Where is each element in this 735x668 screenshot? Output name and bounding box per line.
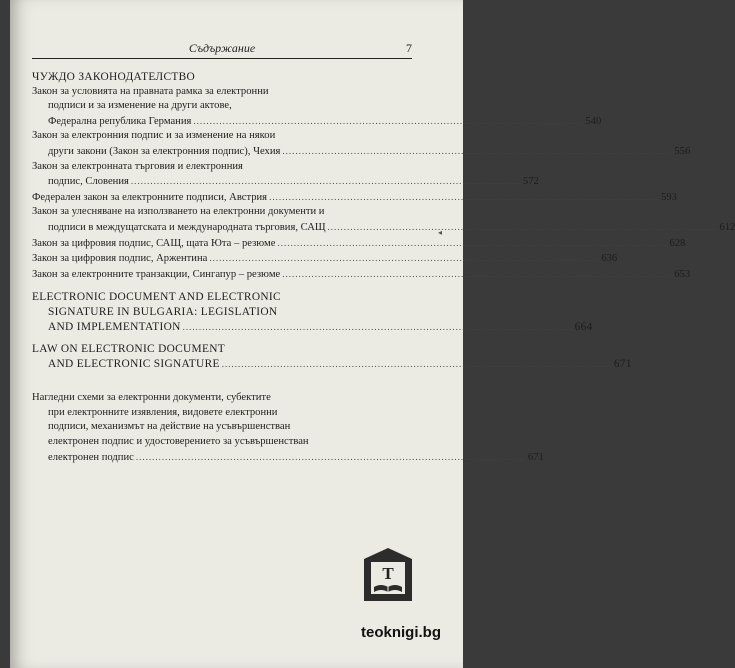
toc-entry-page: 636: [601, 253, 618, 265]
toc-entry-title-line: при електронните изявления, видовете електронни: [48, 406, 278, 418]
toc-entry-line: [32, 174, 539, 190]
toc-entry-title-line: AND IMPLEMENTATION: [48, 320, 181, 333]
toc-entry-title-line: подписи, механизмът на действие на усъвършенстван: [48, 421, 291, 433]
toc-entry-page: 556: [674, 145, 691, 157]
toc-entry-page: 671: [613, 357, 632, 370]
toc-entry-title-line: Закон за цифровия подпис, Аржентина: [32, 253, 208, 265]
toc-entry-title-line: подпис, Словения: [48, 176, 129, 188]
toc-heading: [32, 70, 412, 85]
toc-entry-page: 540: [585, 115, 602, 127]
dot-leader: [136, 452, 526, 462]
watermark-site-name: teoknigi.bg: [361, 624, 441, 641]
toc-entry: [32, 205, 735, 235]
toc-entry: [32, 236, 686, 252]
toc-entry-title-line: подписи в междущатската и международната търговия, САЩ: [48, 221, 326, 233]
toc-entry-title-line: Закон за електронните транзакции, Сингапур – резюме: [32, 268, 281, 280]
dot-leader: [183, 322, 573, 332]
toc-entry-page: 593: [661, 191, 677, 203]
toc-entry-title-line: ЧУЖДО ЗАКОНОДАТЕЛСТВО: [32, 71, 196, 83]
toc-entry-title-line: Закон за улесняване на използването на електронни документи и: [32, 206, 325, 218]
toc-entry-title-line: електронен подпис: [48, 451, 134, 463]
toc-section: [32, 342, 632, 371]
toc-entry: [32, 267, 691, 283]
toc-entry-title-line: Закон за цифровия подпис, САЩ, щата Юта – резюме: [32, 237, 276, 249]
toc-entry-page: 628: [669, 237, 686, 249]
dot-leader: [282, 269, 672, 279]
toc-entry-title-line: Нагледни схеми за електронни документи, субектите: [32, 392, 271, 404]
toc-entry-line: [32, 357, 632, 372]
toc-entry-line: [32, 190, 677, 206]
toc-entry-line: [32, 251, 618, 267]
toc-entry: [32, 85, 602, 130]
toc-entry-title-line: Федерален закон за електронните подписи, Австрия: [32, 191, 268, 203]
toc-entry-title-line: LAW ON ELECTRONIC DOCUMENT: [32, 343, 226, 356]
toc-entry-line: [32, 236, 686, 252]
toc-entry-title-line: други закони (Закон за електронния подпис), Чехия: [48, 145, 281, 157]
toc-entry-page: 653: [674, 268, 691, 280]
toc-entry-title-line: Федерална република Германия: [48, 115, 192, 127]
toc-entry-title-line: електронен подпис и удостоверението за усъвършенстван: [48, 436, 309, 448]
toc-entry: [32, 391, 544, 465]
dot-leader: [277, 238, 667, 248]
running-header: [32, 40, 412, 59]
toc-section: [32, 290, 593, 334]
dot-leader: [328, 222, 718, 232]
toc-entry-page: 572: [522, 176, 539, 188]
toc-entry-page: 612: [719, 221, 735, 233]
dot-leader: [269, 192, 659, 202]
toc-entry-line: [32, 320, 593, 335]
toc-entry-title-line: ELECTRONIC DOCUMENT AND ELECTRONIC: [32, 291, 281, 304]
toc-entry-page: 671: [527, 451, 544, 463]
toc-entry-title-line: Закон за електронната търговия и електронния: [32, 160, 243, 172]
toc-entry-line: [32, 450, 544, 466]
toc-entry-line: [32, 267, 691, 283]
toc-entry-title-line: Закон за условията на правната рамка за електронни: [32, 85, 269, 97]
toc-entry-line: [32, 220, 735, 236]
teoknigi-logo-icon: [360, 545, 416, 605]
dot-leader: [282, 146, 672, 156]
book-page: [10, 0, 735, 668]
toc-entry-line: [32, 144, 691, 160]
toc-entry: [32, 190, 677, 206]
toc-entry-title-line: AND ELECTRONIC SIGNATURE: [48, 357, 220, 370]
running-title: Съдържание: [188, 41, 256, 55]
toc-entry: [32, 129, 691, 159]
dot-leader: [131, 176, 521, 186]
toc-entry-title-line: SIGNATURE IN BULGARIA: LEGISLATION: [48, 305, 278, 318]
toc-entry-page: 664: [574, 320, 593, 333]
toc-entry-title-line: Закон за електронния подпис и за изменение на някои: [32, 130, 276, 142]
bullet-mark: ◂: [438, 228, 443, 237]
logo-letter: Т: [382, 564, 394, 583]
dot-leader: [222, 359, 612, 369]
page-number: 7: [406, 41, 412, 55]
toc-entry-title-line: подписи и за изменение на други актове,: [48, 100, 232, 112]
toc-entry-line: [32, 114, 602, 130]
toc-entry: [32, 251, 618, 267]
dot-leader: [193, 116, 583, 126]
toc-entry: [32, 160, 539, 190]
table-of-contents: [32, 68, 735, 465]
dot-leader: [209, 253, 599, 263]
